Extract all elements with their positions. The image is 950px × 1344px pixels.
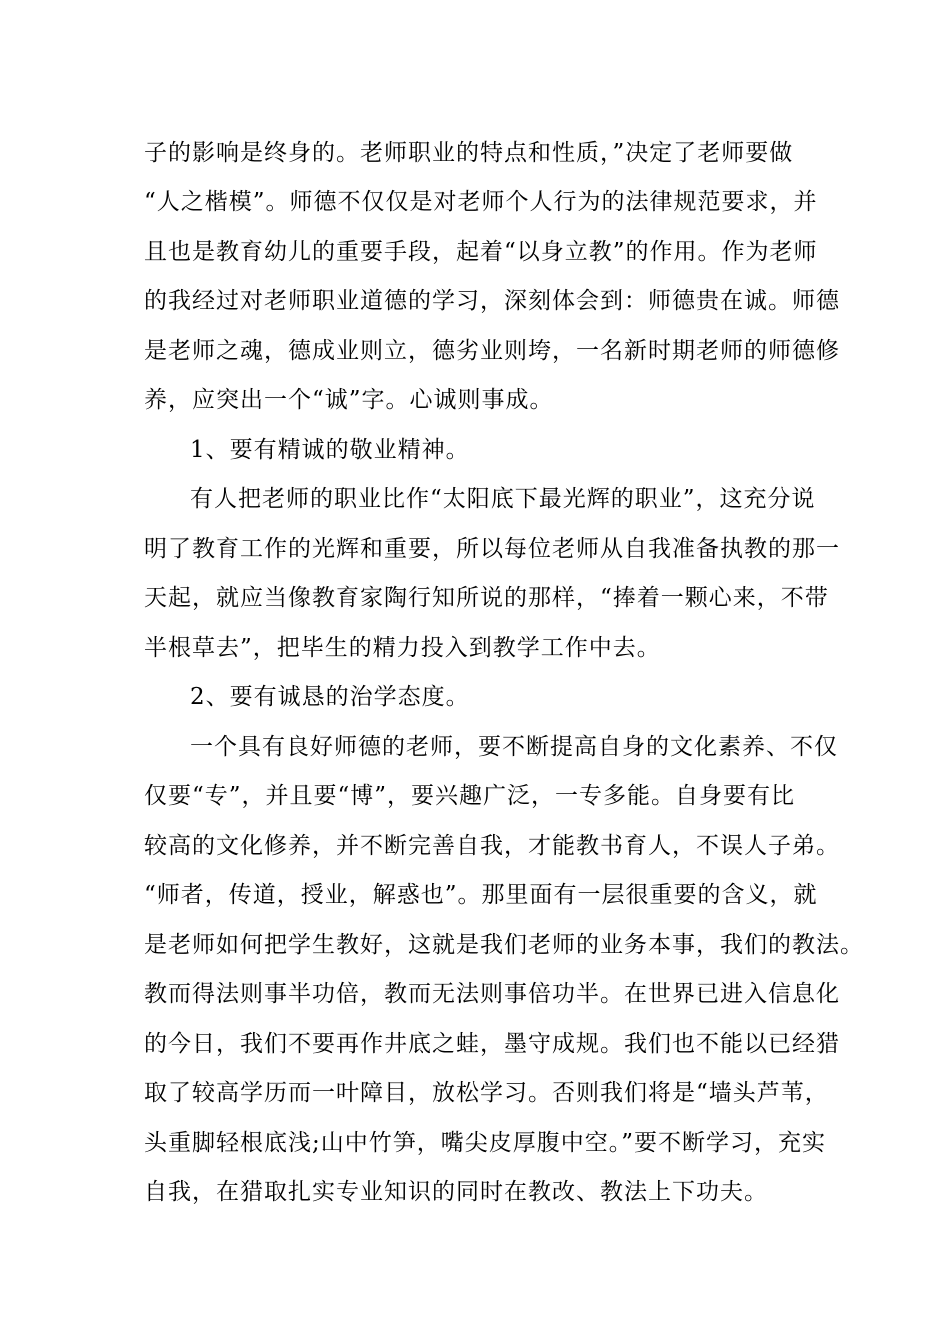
text-line: 较高的文化修养，并不断完善自我，才能教书育人，不误人子弟。 bbox=[144, 833, 840, 859]
section-heading: 2、要有诚恳的治学态度。 bbox=[190, 684, 470, 710]
text-line: 天起，就应当像教育家陶行知所说的那样，“捧着一颗心来，不带 bbox=[144, 585, 829, 611]
text-line: “人之楷模”。师德不仅仅是对老师个人行为的法律规范要求，并 bbox=[144, 189, 818, 215]
text-line: 养，应突出一个“诚”字。心诚则事成。 bbox=[144, 387, 554, 413]
text-line: 教而得法则事半功倍，教而无法则事倍功半。在世界已进入信息化 bbox=[144, 981, 840, 1007]
text-line: 自我，在猎取扎实专业知识的同时在教改、教法上下功夫。 bbox=[144, 1179, 768, 1205]
text-line: 是老师之魂，德成业则立，德劣业则垮，一名新时期老师的师德修 bbox=[144, 338, 840, 364]
text-line: “师者，传道，授业，解惑也”。那里面有一层很重要的含义，就 bbox=[144, 882, 818, 908]
text-line: 头重脚轻根底浅;山中竹笋，嘴尖皮厚腹中空。”要不断学习，充实 bbox=[144, 1130, 827, 1156]
text-line: 有人把老师的职业比作“太阳底下最光辉的职业”，这充分说 bbox=[190, 486, 816, 512]
text-line: 的今日，我们不要再作井底之蛙，墨守成规。我们也不能以已经猎 bbox=[144, 1031, 840, 1057]
text-line: 子的影响是终身的。老师职业的特点和性质，”决定了老师要做 bbox=[144, 140, 794, 166]
text-line: 取了较高学历而一叶障目，放松学习。否则我们将是“墙头芦苇， bbox=[144, 1080, 829, 1106]
text-line: 仅要“专”，并且要“博”，要兴趣广泛，一专多能。自身要有比 bbox=[144, 783, 796, 809]
text-line: 且也是教育幼儿的重要手段，起着“以身立教”的作用。作为老师 bbox=[144, 239, 818, 265]
text-line: 的我经过对老师职业道德的学习，深刻体会到：师德贵在诚。师德 bbox=[144, 288, 840, 314]
text-line: 半根草去”，把毕生的精力投入到教学工作中去。 bbox=[144, 635, 661, 661]
text-line: 是老师如何把学生教好，这就是我们老师的业务本事，我们的教法。 bbox=[144, 932, 864, 958]
text-line: 明了教育工作的光辉和重要，所以每位老师从自我准备执教的那一 bbox=[144, 536, 840, 562]
section-heading: 1、要有精诚的敬业精神。 bbox=[190, 437, 470, 463]
text-line: 一个具有良好师德的老师，要不断提高自身的文化素养、不仅 bbox=[190, 734, 838, 760]
